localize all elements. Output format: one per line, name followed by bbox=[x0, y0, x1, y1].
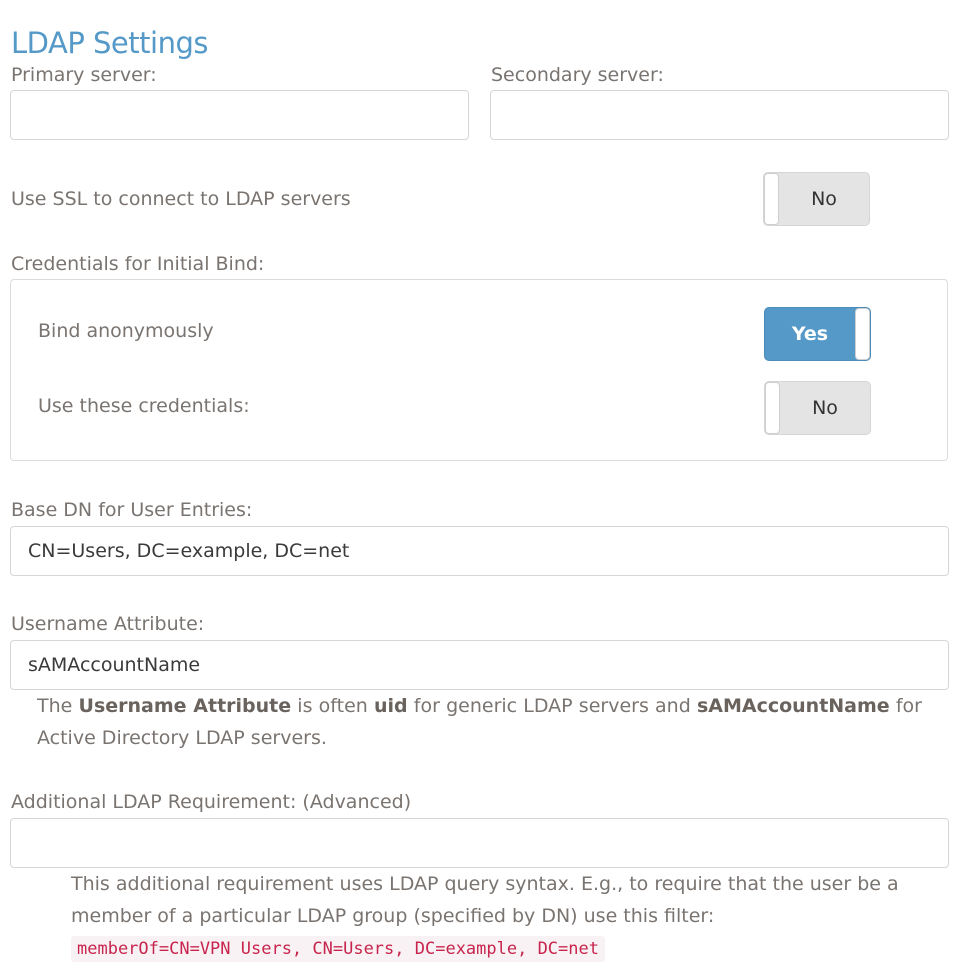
username-attribute-label: Username Attribute: bbox=[11, 613, 205, 635]
bind-anonymously-label: Bind anonymously bbox=[38, 320, 214, 342]
bind-anonymously-toggle[interactable] bbox=[764, 307, 871, 361]
secondary-server-label: Secondary server: bbox=[491, 64, 664, 86]
primary-server-label: Primary server: bbox=[11, 64, 157, 86]
toggle-knob bbox=[764, 173, 779, 225]
use-credentials-toggle-text: No bbox=[812, 396, 838, 419]
username-attribute-help: The Username Attribute is often uid for generic LDAP servers and sAMAccountName for Active Directory LDAP servers. bbox=[37, 695, 922, 749]
bind-anonymously-toggle-text: Yes bbox=[791, 322, 829, 345]
username-attribute-input[interactable] bbox=[10, 640, 949, 690]
toggle-knob bbox=[765, 382, 780, 434]
additional-requirement-input[interactable] bbox=[10, 818, 949, 868]
page-title: LDAP Settings bbox=[11, 26, 208, 61]
ldap-filter-example: memberOf=CN=VPN Users, CN=Users, DC=example, DC=net bbox=[71, 936, 605, 962]
ssl-toggle[interactable] bbox=[763, 172, 870, 226]
base-dn-label: Base DN for User Entries: bbox=[11, 499, 253, 521]
use-credentials-toggle[interactable] bbox=[764, 381, 871, 435]
additional-requirement-label: Additional LDAP Requirement: (Advanced) bbox=[11, 791, 412, 813]
ssl-label: Use SSL to connect to LDAP servers bbox=[11, 188, 351, 210]
ssl-toggle-text: No bbox=[811, 187, 837, 210]
credentials-heading: Credentials for Initial Bind: bbox=[11, 253, 265, 275]
base-dn-input[interactable] bbox=[10, 526, 949, 576]
secondary-server-input[interactable] bbox=[490, 90, 949, 140]
toggle-knob bbox=[855, 308, 870, 360]
additional-requirement-help: This additional requirement uses LDAP query syntax. E.g., to require that the user be a member of a particular LDAP group (specified by DN) use this filter: memberOf=CN=VPN Users, CN=Users, DC=example, DC=net bbox=[71, 868, 901, 965]
primary-server-input[interactable] bbox=[10, 90, 469, 140]
use-credentials-label: Use these credentials: bbox=[38, 395, 250, 417]
